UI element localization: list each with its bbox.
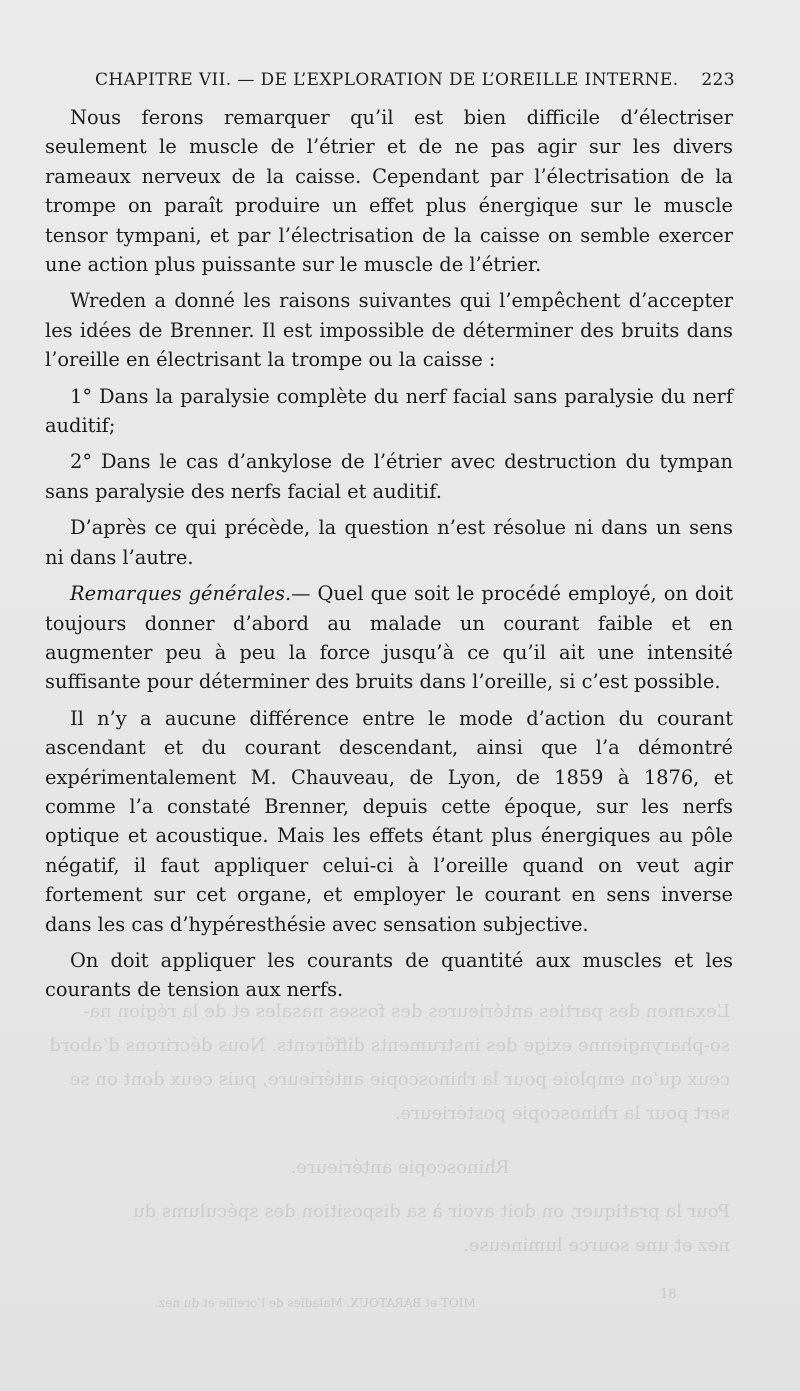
paragraph-1: Nous ferons remarquer qu’il est bien difficile d’électriser seulement le muscle de l’étrier et de ne pas agir sur les divers rameaux nerveux de la caisse. Cependant par l’électrisation de la trompe on paraît produire un effet plus énergique sur le muscle tensor tympani, et par l’électrisation de la caisse on semble exercer une action plus puissante sur le muscle de l’étrier. (45, 106, 733, 277)
bleed-page-mark: 18 (660, 1287, 677, 1302)
bleed-line: so-pharyngienne exige des instruments différents. Nous décrirons d’abord (49, 1035, 730, 1056)
bleed-footer: MIOT et BARATOUX. Maladies de l’oreille et du nez. (155, 1296, 476, 1310)
paragraph-4: Il n’y a aucune différence entre le mode d’action du courant ascendant et du courant descendant, ainsi que l’a démontré expérimentalement M. Chauveau, de Lyon, de 1859 à 1876, et comme l’a constaté Brenner, depuis cette époque, sur les nerfs optique et acoustique. Mais les effets étant plus énergiques au pôle négatif, il faut appliquer celui-ci à l’oreille quand on veut agir fortement sur cet organe, et employer le courant en sens inverse dans les cas d’hypéresthésie avec sensation subjective. (45, 706, 733, 936)
bleed-line: nez et une source lumineuse. (463, 1235, 730, 1256)
remarks-label: Remarques générales. (70, 582, 292, 606)
page-number: 223 (701, 70, 735, 90)
bleed-through-text (49, 995, 730, 1263)
paragraph-5: On doit appliquer les courants de quantité aux muscles et les courants de tension aux nerfs. (45, 948, 733, 1002)
paragraph-3: D’après ce qui précède, la question n’est résolue ni dans un sens ni dans l’autre. (45, 516, 733, 569)
bleed-line: L’examen des parties antérieures des fosses nasales et de la région na- (83, 1001, 730, 1022)
bleed-line: ceux qu’on emploie pour la rhinoscopie antérieure, puis ceux dont on se (69, 1069, 730, 1090)
paragraph-remarks (45, 579, 733, 697)
paragraph-2: Wreden a donné les raisons suivantes qui l’empêchent d’accepter les idées de Brenner. Il est impossible de déterminer des bruits dans l’oreille en électrisant la trompe ou la caisse : (45, 289, 733, 372)
bleed-heading: Rhinoscopie antérieure. (290, 1157, 510, 1178)
bleed-line: Pour la pratiquer, on doit avoir à sa disposition des spéculums du (133, 1201, 730, 1222)
chapter-title: CHAPITRE VII. — DE L’EXPLORATION DE L’OREILLE INTERNE. (95, 70, 679, 90)
remarks-text: — Quel que soit le procédé employé, on doit toujours donner d’abord au malade un courant faible et en augmenter peu à peu la force jusqu’à ce qu’il ait une intensité suffisante pour déterminer des bruits dans l’oreille, si c’est possible. (45, 582, 733, 694)
list-item-2: 2° Dans le cas d’ankylose de l’étrier avec destruction du tympan sans paralysie des nerfs facial et auditif. (45, 450, 733, 503)
list-item-1: 1° Dans la paralysie complète du nerf facial sans paralysie du nerf auditif; (45, 384, 733, 438)
body-text (45, 103, 733, 1012)
bleed-line: sert pour la rhinoscopie postérieure. (394, 1103, 730, 1124)
